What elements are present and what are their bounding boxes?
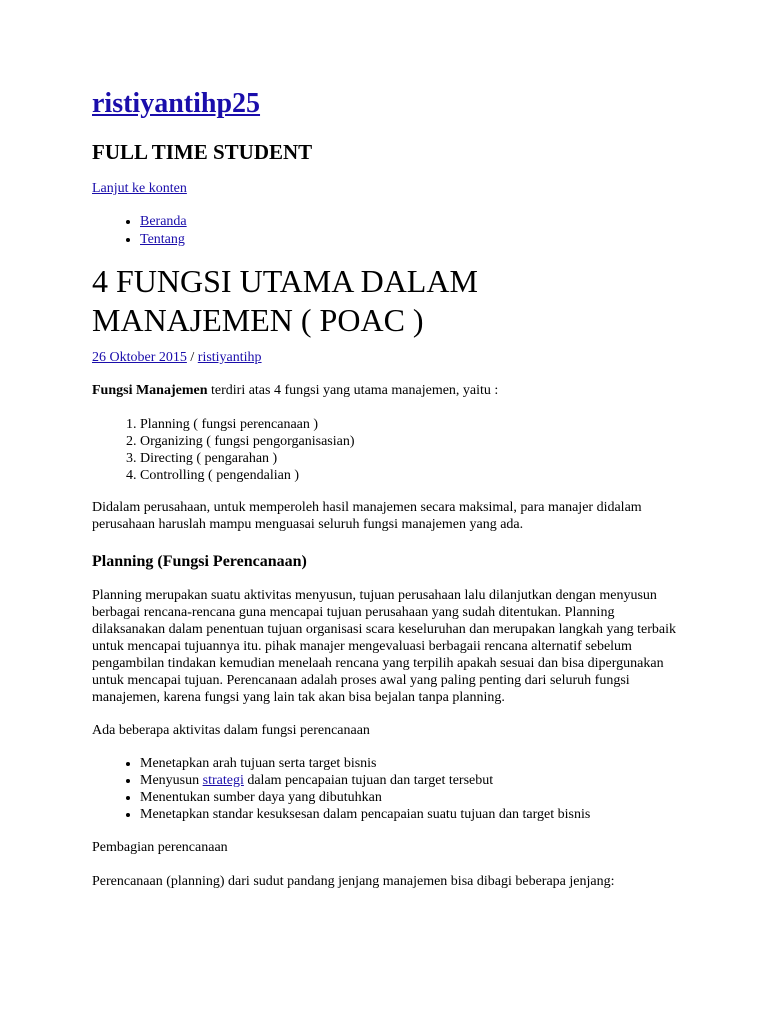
list-item: 2. Organizing ( fungsi pengorganisasian) xyxy=(140,433,355,450)
site-title xyxy=(92,86,260,122)
post-date-link[interactable]: 26 Oktober 2015 xyxy=(92,350,187,365)
pembagian-paragraph: Pembagian perencanaan xyxy=(92,840,228,855)
intro-paragraph xyxy=(92,382,498,399)
list-item: • Menetapkan standar kesuksesan dalam pencapaian suatu tujuan dan target bisnis xyxy=(140,806,590,823)
site-title-link[interactable]: ristiyantihp25 xyxy=(92,88,261,119)
nav-item-beranda xyxy=(140,213,187,231)
list-item: 3. Directing ( pengarahan ) xyxy=(140,450,355,467)
functions-list xyxy=(92,416,355,484)
post-title: 4 FUNGSI UTAMA DALAM MANAJEMEN ( POAC ) xyxy=(92,263,478,338)
intro-text: terdiri atas 4 fungsi yang utama manajemen, yaitu : xyxy=(207,383,499,398)
main-nav xyxy=(92,213,187,249)
post-meta xyxy=(92,349,262,366)
site-tagline: FULL TIME STUDENT xyxy=(92,140,313,164)
meta-separator: / xyxy=(186,350,198,365)
post-author-link[interactable]: ristiyantihp xyxy=(197,350,262,365)
list-item xyxy=(140,772,590,789)
nav-link-beranda[interactable]: Beranda xyxy=(140,214,187,229)
perencanaan-paragraph: Perencanaan (planning) dari sudut pandang jenjang manajemen bisa dibagi beberapa jenjang: xyxy=(92,874,615,889)
planning-paragraph: Planning merupakan suatu aktivitas menyusun, tujuan perusahaan lalu dilanjutkan dengan menyusun berbagai rencana-rencana guna mencapai tujuan perusahaan yang sudah ditentukan. Planning dilaksanakan dalam penentuan tujuan organisasi scara keseluruhan dan merupakan langkah yang terbaik untuk mencapai tujuannya itu. pihak manajer mengevaluasi berbagaii rencana alternatif sebelum pengambilan tindakan kemudian menelaah rencana yang terpilih apakah sesuai dan bisa dipergunakan untuk mencapai tujuan. Perencanaan adalah proses awal yang paling penting dari seluruh fungsi manajemen, karena fungsi yang lain tak akan bisa bejalan tanpa planning. xyxy=(92,588,677,705)
skip-to-content-link[interactable]: Lanjut ke konten xyxy=(92,181,187,196)
intro-bold-term: Fungsi Manajemen xyxy=(92,383,208,398)
list-item: • Menentukan sumber daya yang dibutuhkan xyxy=(140,789,590,806)
activity-text-after: dalam pencapaian tujuan dan target tersebut xyxy=(243,773,494,788)
activity-text-before: Menyusun xyxy=(140,773,203,788)
activities-list xyxy=(92,755,590,823)
nav-link-tentang[interactable]: Tentang xyxy=(140,232,185,247)
nav-item-tentang xyxy=(140,231,187,249)
activities-intro: Ada beberapa aktivitas dalam fungsi perencanaan xyxy=(92,723,370,738)
company-paragraph: Didalam perusahaan, untuk memperoleh hasil manajemen secara maksimal, para manajer didalam perusahaan haruslah mampu menguasai seluruh fungsi manajemen yang ada. xyxy=(92,500,642,532)
list-item: 1. Planning ( fungsi perencanaan ) xyxy=(140,416,355,433)
list-item: • Menetapkan arah tujuan serta target bisnis xyxy=(140,755,590,772)
section-heading-planning: Planning (Fungsi Perencanaan) xyxy=(92,553,307,570)
strategi-link[interactable]: strategi xyxy=(202,773,244,788)
list-item: 4. Controlling ( pengendalian ) xyxy=(140,467,355,484)
